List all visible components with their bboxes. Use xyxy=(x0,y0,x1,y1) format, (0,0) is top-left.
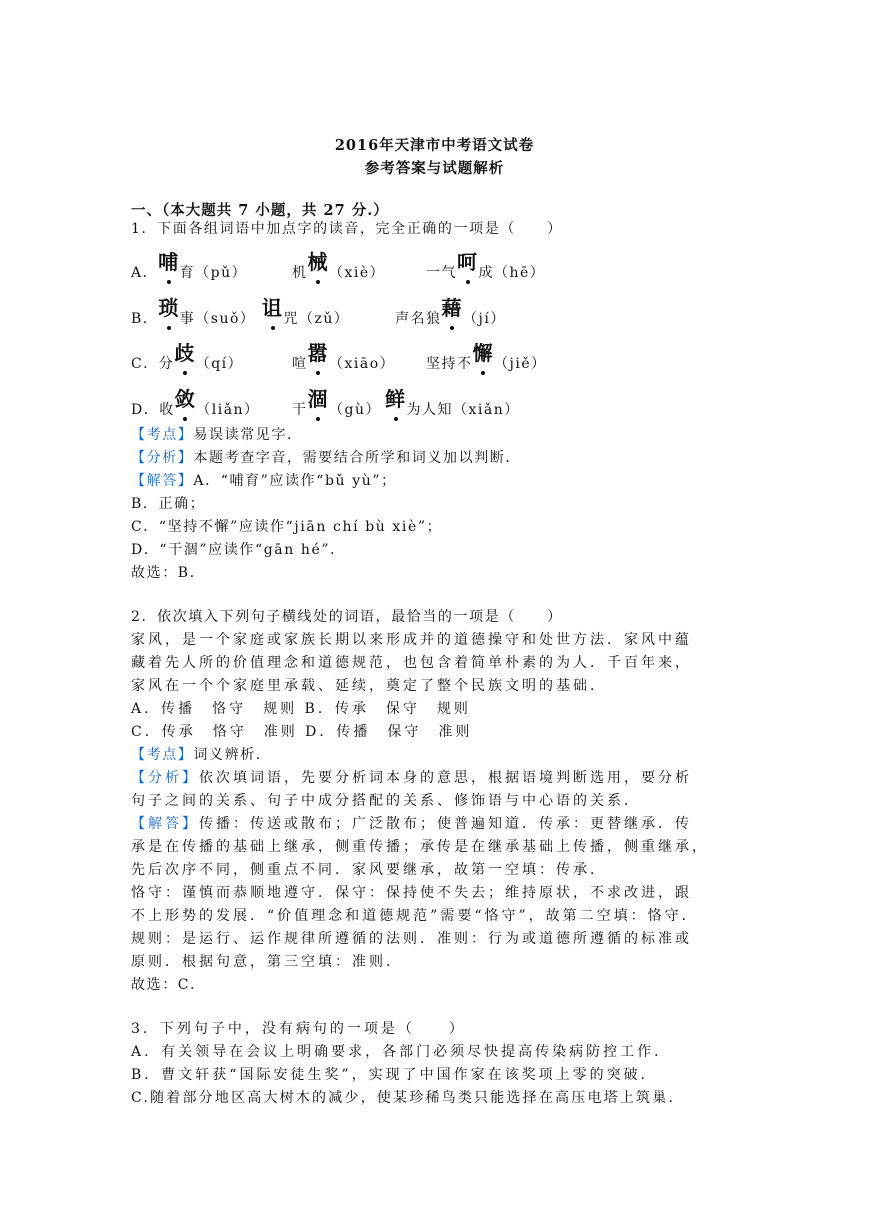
emphasis-dot xyxy=(183,417,187,421)
q1-option-c: C．分歧 （qí） xyxy=(131,343,243,374)
dotted-char: 呵 xyxy=(457,252,479,272)
q2-answer-line: 恪守：谨慎而恭顺地遵守．保守：保持使不失去；维持原状，不求改进，跟 xyxy=(131,885,692,901)
q1-jieda: 【解答】A．“哺育”应读作“bǔ yù”； xyxy=(131,473,397,489)
q1-option-d-word2: 干涸 （gù） xyxy=(292,389,381,420)
dotted-char: 诅 xyxy=(262,298,284,318)
kaodian-tag: 【考点】 xyxy=(131,747,194,763)
q2-answer-line: 先后次序不同，侧重点不同．家风要继承，故第一空填：传承． xyxy=(131,862,607,878)
q1-option-a-word3: 一气呵 成（hē） xyxy=(426,252,545,283)
dotted-char: 械 xyxy=(308,252,330,272)
emphasis-dot xyxy=(271,326,275,330)
dotted-char: 懈 xyxy=(473,343,495,363)
q3-stem: 3．下列句子中，没有病句的一项是（ ） xyxy=(131,1021,466,1037)
q2-stem: 2．依次填入下列句子横线处的词语，最恰当的一项是（ ） xyxy=(131,609,563,625)
q2-answer-line: 不上形势的发展．“价值理念和道德规范”需要“恪守”，故第二空填：恪守． xyxy=(131,908,699,924)
emphasis-dot xyxy=(183,371,187,375)
emphasis-dot xyxy=(316,417,320,421)
emphasis-dot xyxy=(167,280,171,284)
document-subtitle: 参考答案与试题解析 xyxy=(364,160,505,177)
q1-option-d-word3: 鲜 为人知（xiǎn） xyxy=(385,389,520,420)
kaodian-tag: 【考点】 xyxy=(131,427,194,443)
q2-answer-line: 原则．根据句意，第三空填：准则． xyxy=(131,954,403,970)
emphasis-dot xyxy=(167,326,171,330)
q1-option-b: B．琐 事（suǒ） xyxy=(131,298,255,329)
q2-kaodian: 【考点】词义辨析． xyxy=(131,747,272,763)
q2-passage-line: 家风，是一个家庭或家族长期以来形成并的道德操守和处世方法．家风中蕴 xyxy=(131,632,692,648)
emphasis-dot xyxy=(316,371,320,375)
dotted-char: 敛 xyxy=(175,389,197,409)
q1-stem: 1．下面各组词语中加点字的读音，完全正确的一项是（ ） xyxy=(131,221,563,237)
q2-passage-line: 家风在一个个家庭里承载、延续，奠定了整个民族文明的基础． xyxy=(131,678,607,694)
q1-kaodian: 【考点】易误读常见字． xyxy=(131,427,303,443)
q2-options-line: A．传播 恪守 规则 B．传承 保守 规则 xyxy=(131,701,471,717)
q2-fenxi: 【分析】依次填词语，先要分析词本身的意思，根据语境判断选用，要分析 xyxy=(131,770,692,786)
q3-option: C.随着部分地区高大树木的减少，使某珍稀鸟类只能选择在高压电塔上筑巢． xyxy=(131,1090,685,1106)
emphasis-dot xyxy=(450,326,454,330)
emphasis-dot xyxy=(466,280,470,284)
fenxi-tag: 【分析】 xyxy=(131,450,194,466)
q1-option-b-word3: 声名狼藉 （jí） xyxy=(395,298,506,329)
q1-option-c-word3: 坚持不懈 （jiě） xyxy=(426,343,547,374)
q2-jieda: 【解答】传播：传送或散布；广泛散布；使普遍知道．传承：更替继承．传 xyxy=(131,816,692,832)
q3-option: A．有关领导在会议上明确要求，各部门必须尽快提高传染病防控工作． xyxy=(131,1044,672,1060)
jieda-tag: 【解答】 xyxy=(131,816,199,832)
q2-passage-line: 藏着先人所的价值理念和道德规范，也包含着简单朴素的为人．千百年来， xyxy=(131,655,692,671)
q1-option-b-word2: 诅 咒（zǔ） xyxy=(262,298,349,329)
emphasis-dot xyxy=(481,371,485,375)
q1-option-a-word2: 机械 （xiè） xyxy=(292,252,385,283)
q1-answer-line: 故选：B． xyxy=(131,565,206,581)
fenxi-tag: 【分析】 xyxy=(131,770,199,786)
dotted-char: 嚣 xyxy=(308,343,330,363)
q1-option-d: D．收敛 （liǎn） xyxy=(131,389,260,420)
section-heading: 一、（本大题共 7 小题，共 27 分.） xyxy=(131,202,389,219)
dotted-char: 鲜 xyxy=(385,389,407,409)
q1-answer-line: C．“坚持不懈”应读作“jiān chí bù xiè”； xyxy=(131,519,443,535)
q1-answer-line: D．“干涸”应读作“gān hé”． xyxy=(131,542,346,558)
dotted-char: 哺 xyxy=(158,252,180,272)
dotted-char: 藉 xyxy=(442,298,464,318)
q2-fenxi-cont: 句子之间的关系、句子中成分搭配的关系、修饰语与中心语的关系． xyxy=(131,793,641,809)
q1-fenxi: 【分析】本题考查字音，需要结合所学和词义加以判断． xyxy=(131,450,522,466)
document-title: 2016年天津市中考语文试卷 xyxy=(334,137,535,154)
dotted-char: 涸 xyxy=(308,389,330,409)
dotted-char: 歧 xyxy=(174,343,196,363)
emphasis-dot xyxy=(394,417,398,421)
q2-answer-line: 故选：C． xyxy=(131,977,206,993)
q1-answer-line: B．正确； xyxy=(131,496,206,512)
q2-options-line: C．传承 恪守 准则 D．传播 保守 准则 xyxy=(131,724,473,740)
emphasis-dot xyxy=(316,280,320,284)
q3-option: B．曹文轩获“国际安徒生奖”，实现了中国作家在该奖项上零的突破． xyxy=(131,1067,658,1083)
q2-answer-line: 承是在传播的基础上继承，侧重传播；承传是在继承基础上传播，侧重继承， xyxy=(131,839,709,855)
q1-option-a: A．哺 育（pǔ） xyxy=(131,252,247,283)
q2-answer-line: 规则：是运行、运作规律所遵循的法则．准则：行为或道德所遵循的标准或 xyxy=(131,931,692,947)
q1-option-c-word2: 喧嚣 （xiāo） xyxy=(292,343,395,374)
dotted-char: 琐 xyxy=(158,298,180,318)
jieda-tag: 【解答】 xyxy=(131,473,194,489)
